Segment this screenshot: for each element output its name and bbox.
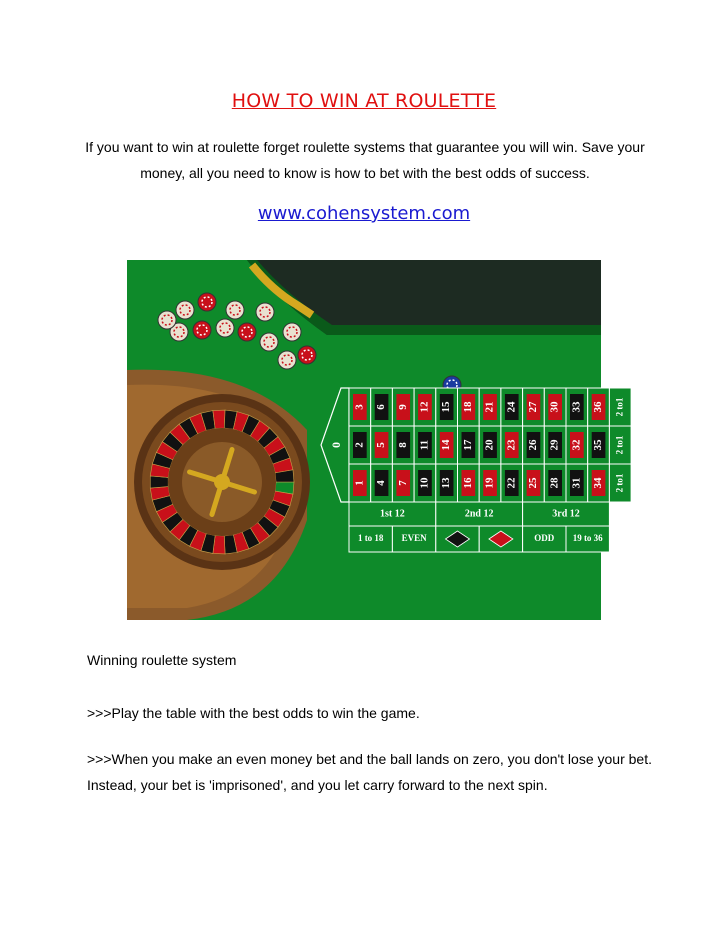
number-label: 9	[396, 404, 409, 410]
chip	[298, 346, 316, 364]
number-label: 14	[440, 439, 453, 451]
intro-paragraph: If you want to win at roulette forget roulette systems that guarantee you will win. Save your money, all you need to know is how to bet with the best odds of success.	[85, 139, 645, 181]
dozen-label: 2nd 12	[464, 508, 494, 520]
chip	[260, 333, 278, 351]
roulette-table-image	[127, 260, 625, 620]
roulette-illustration	[127, 260, 625, 620]
number-label: 36	[592, 401, 605, 413]
website-link[interactable]: www.cohensystem.com	[257, 203, 471, 224]
dozen-label: 3rd 12	[552, 508, 580, 520]
number-label: 6	[375, 404, 388, 410]
number-label: 34	[592, 477, 605, 489]
column-bet-label: 2 to1	[614, 435, 625, 455]
number-label: 2	[353, 442, 366, 448]
number-label: 28	[548, 477, 561, 489]
chip	[193, 321, 211, 339]
dozen-label: 1st 12	[380, 508, 405, 520]
chip	[176, 301, 194, 319]
number-label: 3	[353, 404, 366, 410]
number-label: 32	[570, 439, 583, 451]
outside-bet-label: ODD	[534, 533, 555, 544]
paragraph-winning-system: Winning roulette system	[87, 652, 237, 668]
chip	[216, 319, 234, 337]
number-label: 22	[505, 477, 518, 489]
number-label: 23	[505, 439, 518, 451]
number-label: 20	[483, 439, 496, 451]
number-label: 11	[418, 439, 431, 451]
number-label: 25	[526, 477, 539, 489]
outside-bet-label: 1 to 18	[357, 533, 384, 544]
page-title: HOW TO WIN AT ROULETTE	[231, 90, 497, 112]
number-label: 13	[440, 477, 453, 489]
column-bet-label: 2 to1	[614, 397, 625, 417]
number-label: 12	[418, 401, 431, 413]
wheel-pocket	[213, 410, 225, 428]
paragraph-even-money: >>>When you make an even money bet and the ball lands on zero, you don't lose your bet. Instead, your bet is 'imprisoned', and you let carry forward to the next spin.	[87, 751, 652, 793]
chip	[158, 311, 176, 329]
number-label: 29	[548, 439, 561, 451]
number-label: 19	[483, 477, 496, 489]
betting-layout	[321, 388, 631, 552]
number-label: 33	[570, 401, 583, 413]
number-label: 7	[396, 480, 409, 486]
number-label: 15	[440, 401, 453, 413]
number-label: 35	[592, 439, 605, 451]
chip	[283, 323, 301, 341]
wheel-pocket	[150, 476, 168, 488]
chip	[278, 351, 296, 369]
chip	[256, 303, 274, 321]
number-label: 26	[526, 439, 539, 451]
number-label: 24	[505, 401, 518, 413]
number-label: 16	[461, 477, 474, 489]
number-label: 30	[548, 401, 561, 413]
number-label: 10	[418, 477, 431, 489]
number-label: 17	[461, 439, 474, 451]
roulette-wheel	[134, 394, 310, 570]
number-label: 1	[353, 480, 366, 486]
chip	[226, 301, 244, 319]
wheel-hub	[214, 474, 230, 490]
outside-bet-label: EVEN	[401, 533, 427, 544]
column-bet-label: 2 to1	[614, 473, 625, 493]
zero-label: 0	[328, 442, 343, 448]
number-label: 21	[483, 401, 496, 413]
chip	[238, 323, 256, 341]
number-label: 31	[570, 477, 583, 489]
number-label: 5	[375, 442, 388, 448]
outside-bet-label: 19 to 36	[572, 533, 603, 544]
number-label: 18	[461, 401, 474, 413]
number-label: 4	[375, 480, 388, 486]
chip	[198, 293, 216, 311]
number-label: 27	[526, 401, 539, 413]
number-label: 8	[396, 442, 409, 448]
paragraph-best-odds: >>>Play the table with the best odds to win the game.	[87, 705, 420, 721]
